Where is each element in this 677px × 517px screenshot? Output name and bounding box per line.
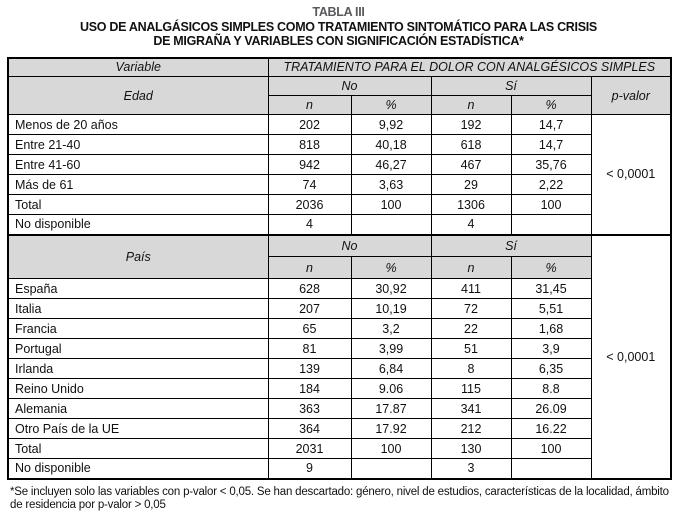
no-pct-cell: 40,18 [351, 135, 431, 155]
no-pct-cell: 100 [351, 195, 431, 215]
no-n-cell: 202 [268, 115, 351, 135]
table-row [8, 299, 671, 319]
pais-pvalue-cell: < 0,0001 [591, 235, 671, 479]
table-row [8, 135, 671, 155]
pct-header-cell: % [351, 257, 431, 279]
table-footnote: *Se incluyen solo las variables con p-valor < 0,05. Se han descartado: género, nivel de estudios, características de la localidad, ámbito de residencia por p-valor > 0,05 [10, 485, 669, 511]
no-header-cell: No [268, 235, 431, 257]
no-header-cell: No [268, 77, 431, 96]
si-n-cell: 618 [431, 135, 511, 155]
table-row [8, 439, 671, 459]
table-row [8, 399, 671, 419]
edad-pvalue-cell: < 0,0001 [591, 115, 671, 235]
header-row-1 [8, 58, 671, 77]
no-n-cell: 364 [268, 419, 351, 439]
row-label: Total [8, 439, 268, 459]
table-row [8, 339, 671, 359]
no-pct-cell: 3,2 [351, 319, 431, 339]
si-n-cell: 411 [431, 279, 511, 299]
n-header-cell: n [268, 96, 351, 115]
row-label: Más de 61 [8, 175, 268, 195]
no-n-cell: 74 [268, 175, 351, 195]
no-n-cell: 818 [268, 135, 351, 155]
si-pct-cell: 5,51 [511, 299, 591, 319]
no-n-cell: 65 [268, 319, 351, 339]
si-pct-cell: 14,7 [511, 135, 591, 155]
si-n-cell: 192 [431, 115, 511, 135]
row-label: Entre 21-40 [8, 135, 268, 155]
n-header-cell: n [431, 257, 511, 279]
table-title-line-1: USO DE ANALGÁSICOS SIMPLES COMO TRATAMIENTO SINTOMÁTICO PARA LAS CRISIS [80, 19, 597, 34]
no-pct-cell [351, 459, 431, 479]
si-n-cell: 130 [431, 439, 511, 459]
si-pct-cell: 26.09 [511, 399, 591, 419]
no-pct-cell: 6,84 [351, 359, 431, 379]
variable-header-cell: Variable [8, 58, 268, 77]
si-pct-cell: 6,35 [511, 359, 591, 379]
no-pct-cell: 3,99 [351, 339, 431, 359]
no-n-cell: 9 [268, 459, 351, 479]
no-n-cell: 2031 [268, 439, 351, 459]
treatment-header-cell: TRATAMIENTO PARA EL DOLOR CON ANALGÉSICOS SIMPLES [268, 58, 671, 77]
no-pct-cell: 30,92 [351, 279, 431, 299]
si-header-cell: Sí [431, 235, 591, 257]
pct-header-cell: % [351, 96, 431, 115]
si-n-cell: 467 [431, 155, 511, 175]
row-label: Irlanda [8, 359, 268, 379]
table-row [8, 215, 671, 235]
si-pct-cell: 1,68 [511, 319, 591, 339]
si-header-cell: Sí [431, 77, 591, 96]
table-row [8, 459, 671, 479]
no-pct-cell: 9,92 [351, 115, 431, 135]
row-label: Portugal [8, 339, 268, 359]
row-label: Total [8, 195, 268, 215]
no-pct-cell [351, 215, 431, 235]
si-n-cell: 8 [431, 359, 511, 379]
n-header-cell: n [431, 96, 511, 115]
table-row [8, 319, 671, 339]
table-title-block [0, 5, 677, 49]
no-n-cell: 942 [268, 155, 351, 175]
no-n-cell: 81 [268, 339, 351, 359]
no-pct-cell: 10,19 [351, 299, 431, 319]
pct-header-cell: % [511, 96, 591, 115]
si-pct-cell: 100 [511, 195, 591, 215]
table-number: TABLA III [312, 5, 365, 19]
no-n-cell: 139 [268, 359, 351, 379]
si-n-cell: 3 [431, 459, 511, 479]
si-pct-cell: 8.8 [511, 379, 591, 399]
si-pct-cell [511, 215, 591, 235]
table-row [8, 115, 671, 135]
si-n-cell: 22 [431, 319, 511, 339]
no-n-cell: 2036 [268, 195, 351, 215]
si-n-cell: 4 [431, 215, 511, 235]
si-pct-cell: 31,45 [511, 279, 591, 299]
si-n-cell: 115 [431, 379, 511, 399]
table-row [8, 195, 671, 215]
table-row [8, 175, 671, 195]
row-label: Italia [8, 299, 268, 319]
no-n-cell: 363 [268, 399, 351, 419]
row-label: España [8, 279, 268, 299]
table-row [8, 379, 671, 399]
table-row [8, 155, 671, 175]
table-row [8, 419, 671, 439]
table-row [8, 359, 671, 379]
table-row [8, 279, 671, 299]
no-n-cell: 4 [268, 215, 351, 235]
no-n-cell: 207 [268, 299, 351, 319]
si-n-cell: 341 [431, 399, 511, 419]
si-pct-cell: 100 [511, 439, 591, 459]
no-pct-cell: 17.87 [351, 399, 431, 419]
si-pct-cell: 35,76 [511, 155, 591, 175]
pais-header-row-1 [8, 235, 671, 257]
si-n-cell: 1306 [431, 195, 511, 215]
no-pct-cell: 46,27 [351, 155, 431, 175]
no-pct-cell: 9.06 [351, 379, 431, 399]
row-label: Francia [8, 319, 268, 339]
no-pct-cell: 3,63 [351, 175, 431, 195]
header-row-2 [8, 77, 671, 96]
row-label: Otro País de la UE [8, 419, 268, 439]
row-label: Entre 41-60 [8, 155, 268, 175]
si-n-cell: 212 [431, 419, 511, 439]
no-pct-cell: 17.92 [351, 419, 431, 439]
statistics-table [7, 57, 672, 480]
row-label: Menos de 20 años [8, 115, 268, 135]
no-n-cell: 628 [268, 279, 351, 299]
row-label: Reino Unido [8, 379, 268, 399]
si-pct-cell: 3,9 [511, 339, 591, 359]
row-label: No disponible [8, 459, 268, 479]
edad-group-header-cell: Edad [8, 77, 268, 115]
si-n-cell: 51 [431, 339, 511, 359]
si-pct-cell: 14,7 [511, 115, 591, 135]
n-header-cell: n [268, 257, 351, 279]
si-n-cell: 29 [431, 175, 511, 195]
si-n-cell: 72 [431, 299, 511, 319]
no-pct-cell: 100 [351, 439, 431, 459]
pais-group-header-cell: País [8, 235, 268, 279]
si-pct-cell: 16.22 [511, 419, 591, 439]
si-pct-cell [511, 459, 591, 479]
si-pct-cell: 2,22 [511, 175, 591, 195]
row-label: Alemania [8, 399, 268, 419]
pct-header-cell: % [511, 257, 591, 279]
no-n-cell: 184 [268, 379, 351, 399]
pvalue-header-cell: p-valor [591, 77, 671, 115]
table-title-line-2: DE MIGRAÑA Y VARIABLES CON SIGNIFICACIÓN ESTADÍSTICA* [153, 34, 524, 48]
row-label: No disponible [8, 215, 268, 235]
